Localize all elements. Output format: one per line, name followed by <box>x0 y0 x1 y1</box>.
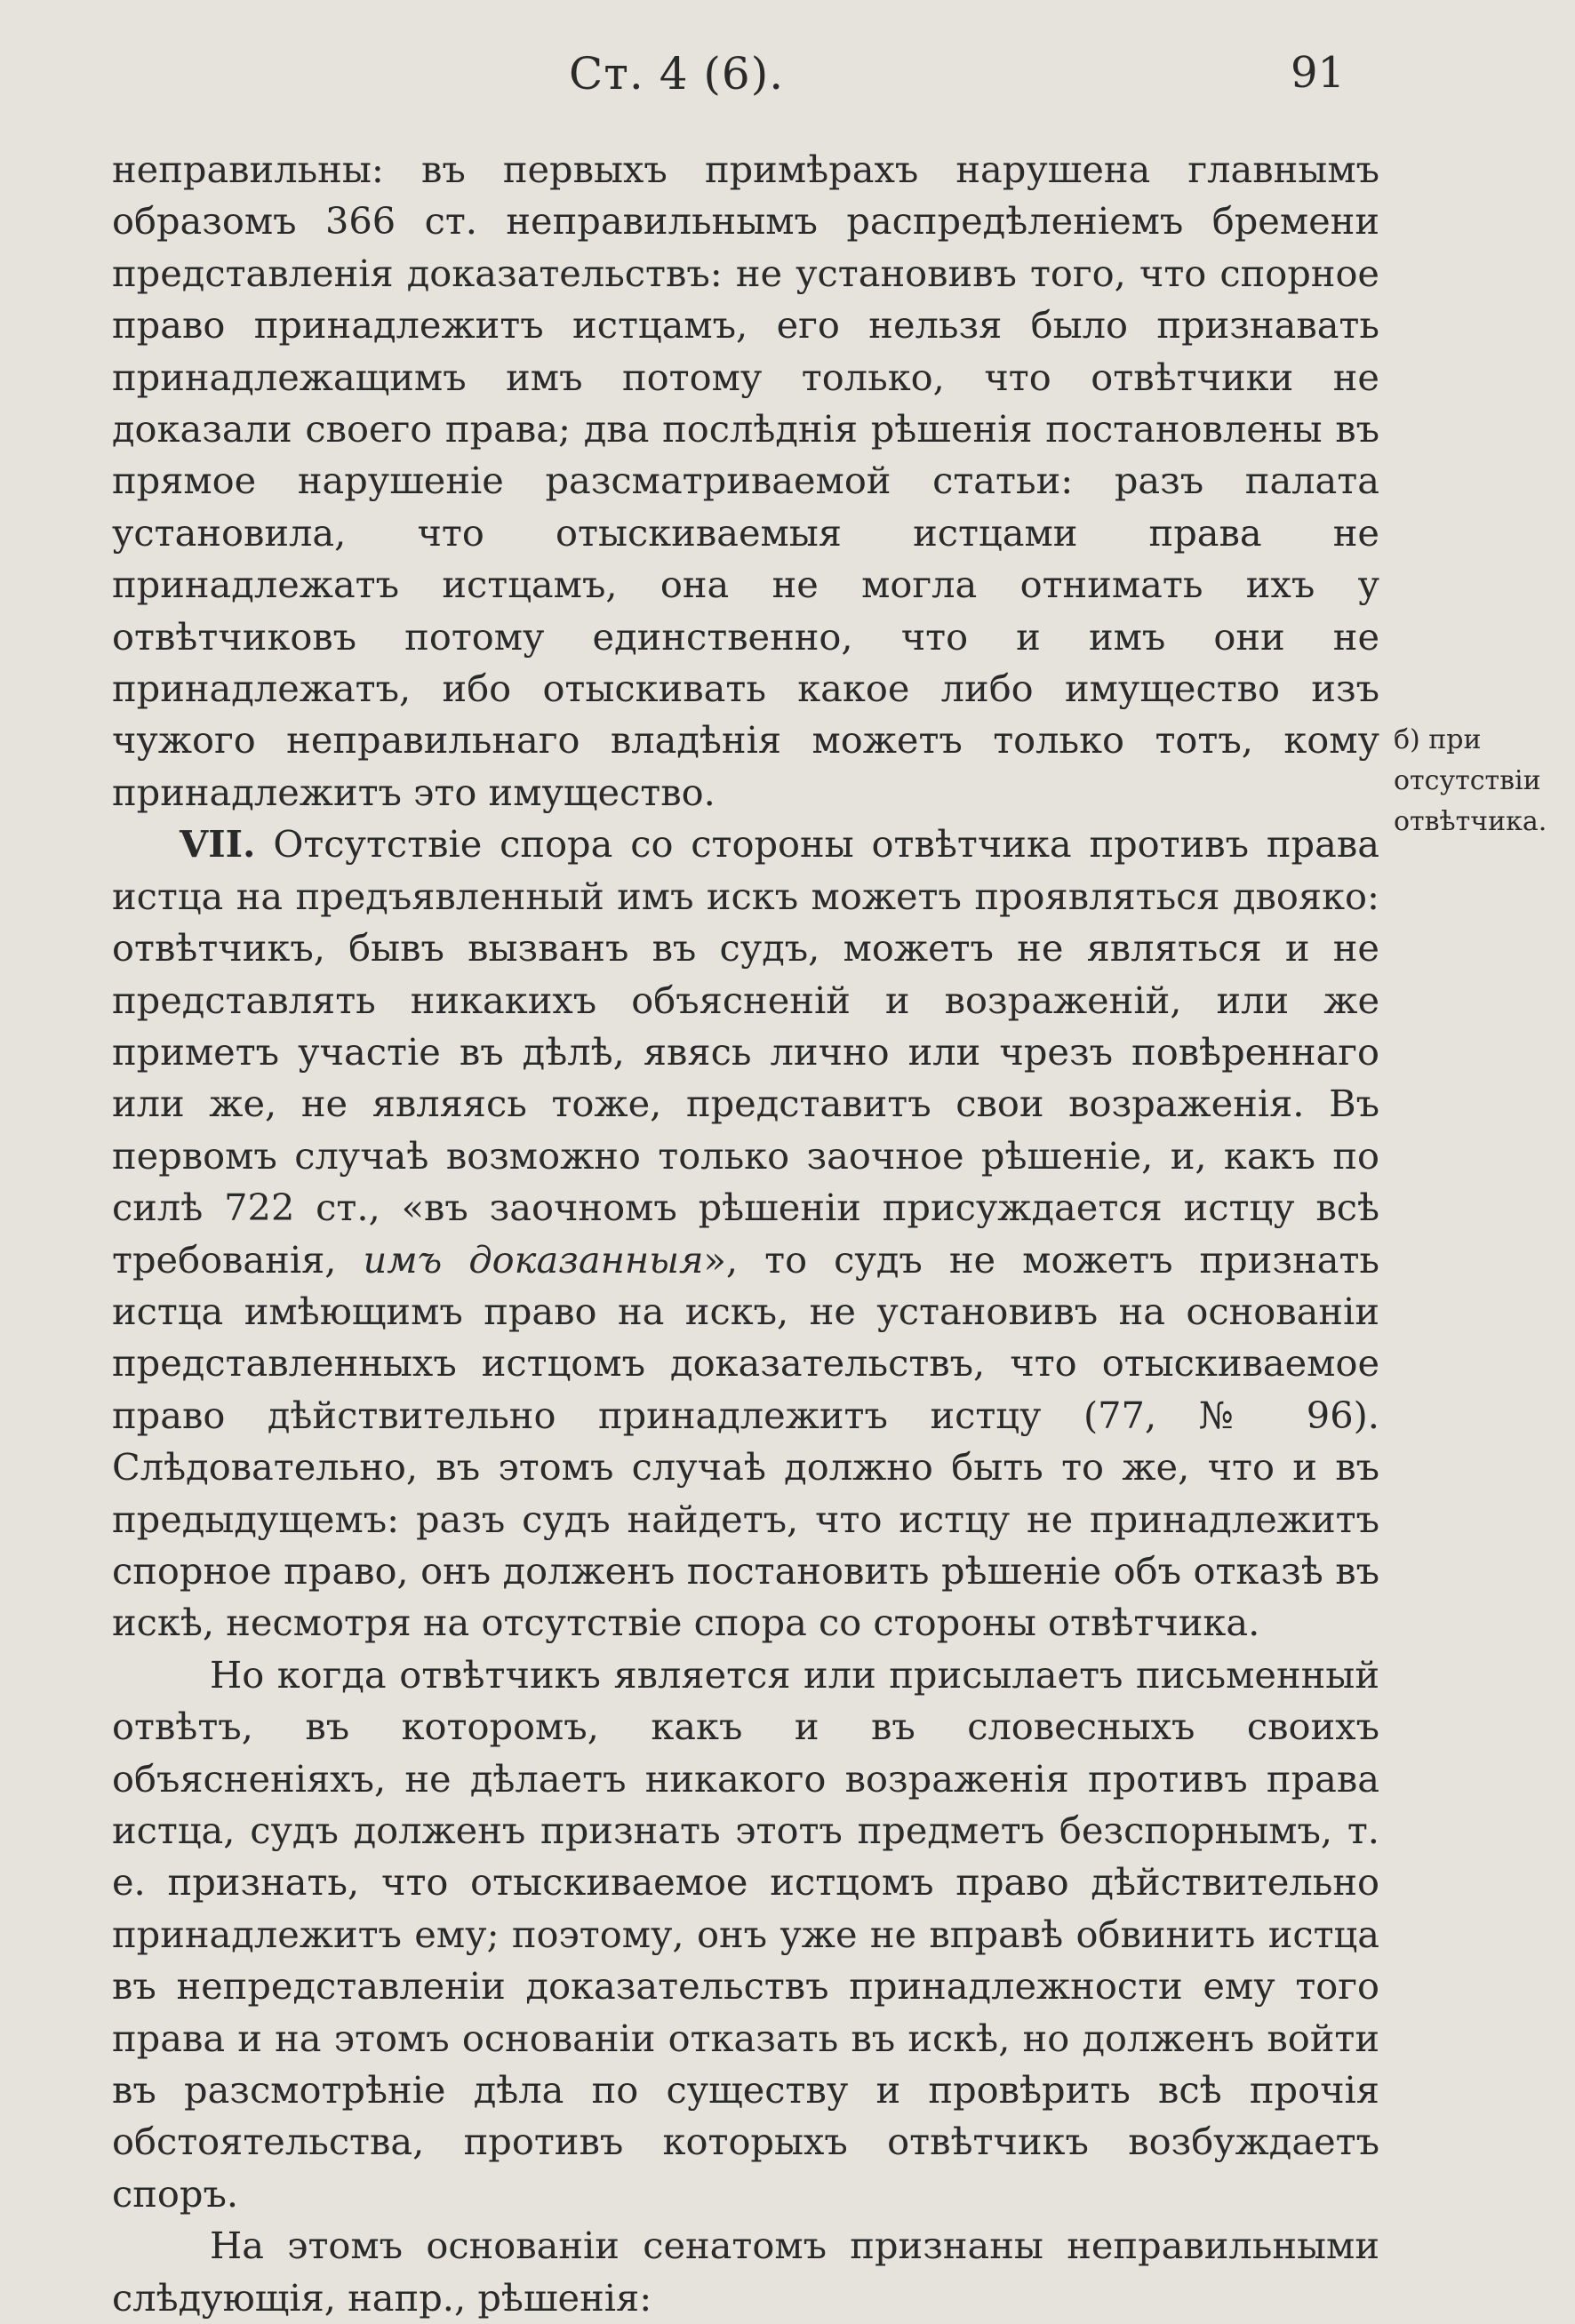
marginal-note: б) при отсутствіи отвѣтчика. <box>1394 724 1547 837</box>
page-number: 91 <box>1291 48 1346 98</box>
paragraph-1: неправильны: въ первыхъ примѣрахъ нарушена главнымъ образомъ 366 ст. неправильнымъ распредѣленіемъ бремени представленія доказательствъ: не установивъ того, что спорное право принадлежитъ истцамъ, его нельзя было признавать принадлежащимъ имъ потому только, что отвѣтчики не доказали своего права; два послѣднія рѣшенія постановлены въ прямое нарушеніе разсматриваемой статьи: разъ палата установила, что отыскиваемыя истцами права не принадлежатъ истцамъ, она не могла отнимать ихъ у отвѣтчиковъ потому единственно, что и имъ они не принадлежатъ, ибо отыскивать какое либо имущество изъ чужого неправильнаго владѣнія можетъ только тотъ, кому принадлежитъ это имущество. <box>112 148 1379 814</box>
paragraph-2-part-b: », то судъ не можетъ признать истца имѣющимъ право на искъ, не установивъ на основаніи представленныхъ истцомъ доказательствъ, что отыскиваемое право дѣйствительно принадлежитъ истцу (77, № 96). Слѣдовательно, въ этомъ случаѣ должно быть то же, что и въ предыдущемъ: разъ судъ найдетъ, что истцу не принадлежитъ спорное право, онъ долженъ постановить рѣшеніе объ отказѣ въ искѣ, несмотря на отсутствіе спора со стороны отвѣтчика. <box>112 1237 1379 1645</box>
section-number: VII. <box>180 822 256 867</box>
running-title: Ст. 4 (6). <box>569 48 785 100</box>
page-header <box>0 36 1575 107</box>
paragraph-2 <box>112 819 1379 1649</box>
paragraph-2-part-a: Отсутствіе спора со стороны отвѣтчика противъ права истца на предъявленный имъ искъ можетъ проявляться двояко: отвѣтчикъ, бывъ вызванъ въ судъ, можетъ не являться и не представлять никакихъ объясненій и возраженій, или же приметъ участіе въ дѣлѣ, явясь лично или чрезъ повѣреннаго или же, не являясь тоже, представитъ свои возраженія. Въ первомъ случаѣ возможно только заочное рѣшеніе, и, какъ по силѣ 722 ст., «въ заочномъ рѣшеніи присуждается истцу всѣ требованія, <box>112 822 1379 1282</box>
paragraph-4: На этомъ основаніи сенатомъ признаны неправильными слѣдующія, напр., рѣшенія: <box>112 2224 1379 2320</box>
paragraph-3: Но когда отвѣтчикъ является или присылаетъ письменный отвѣтъ, въ которомъ, какъ и въ словесныхъ своихъ объясненіяхъ, не дѣлаетъ никакого возраженія противъ права истца, судъ долженъ признать этотъ предметъ безспорнымъ, т. е. признать, что отыскиваемое истцомъ право дѣйствительно принадлежитъ ему; поэтому, онъ уже не вправѣ обвинить истца въ непредставленіи доказательствъ принадлежности ему того права и на этомъ основаніи отказать въ искѣ, но долженъ войти въ разсмотрѣніе дѣла по существу и провѣрить всѣ прочія обстоятельства, противъ которыхъ отвѣтчикъ возбуждаетъ споръ. <box>112 1652 1379 2216</box>
text-column <box>112 144 1379 2324</box>
paragraph-2-italic: имъ доказанныя <box>363 1237 704 1282</box>
